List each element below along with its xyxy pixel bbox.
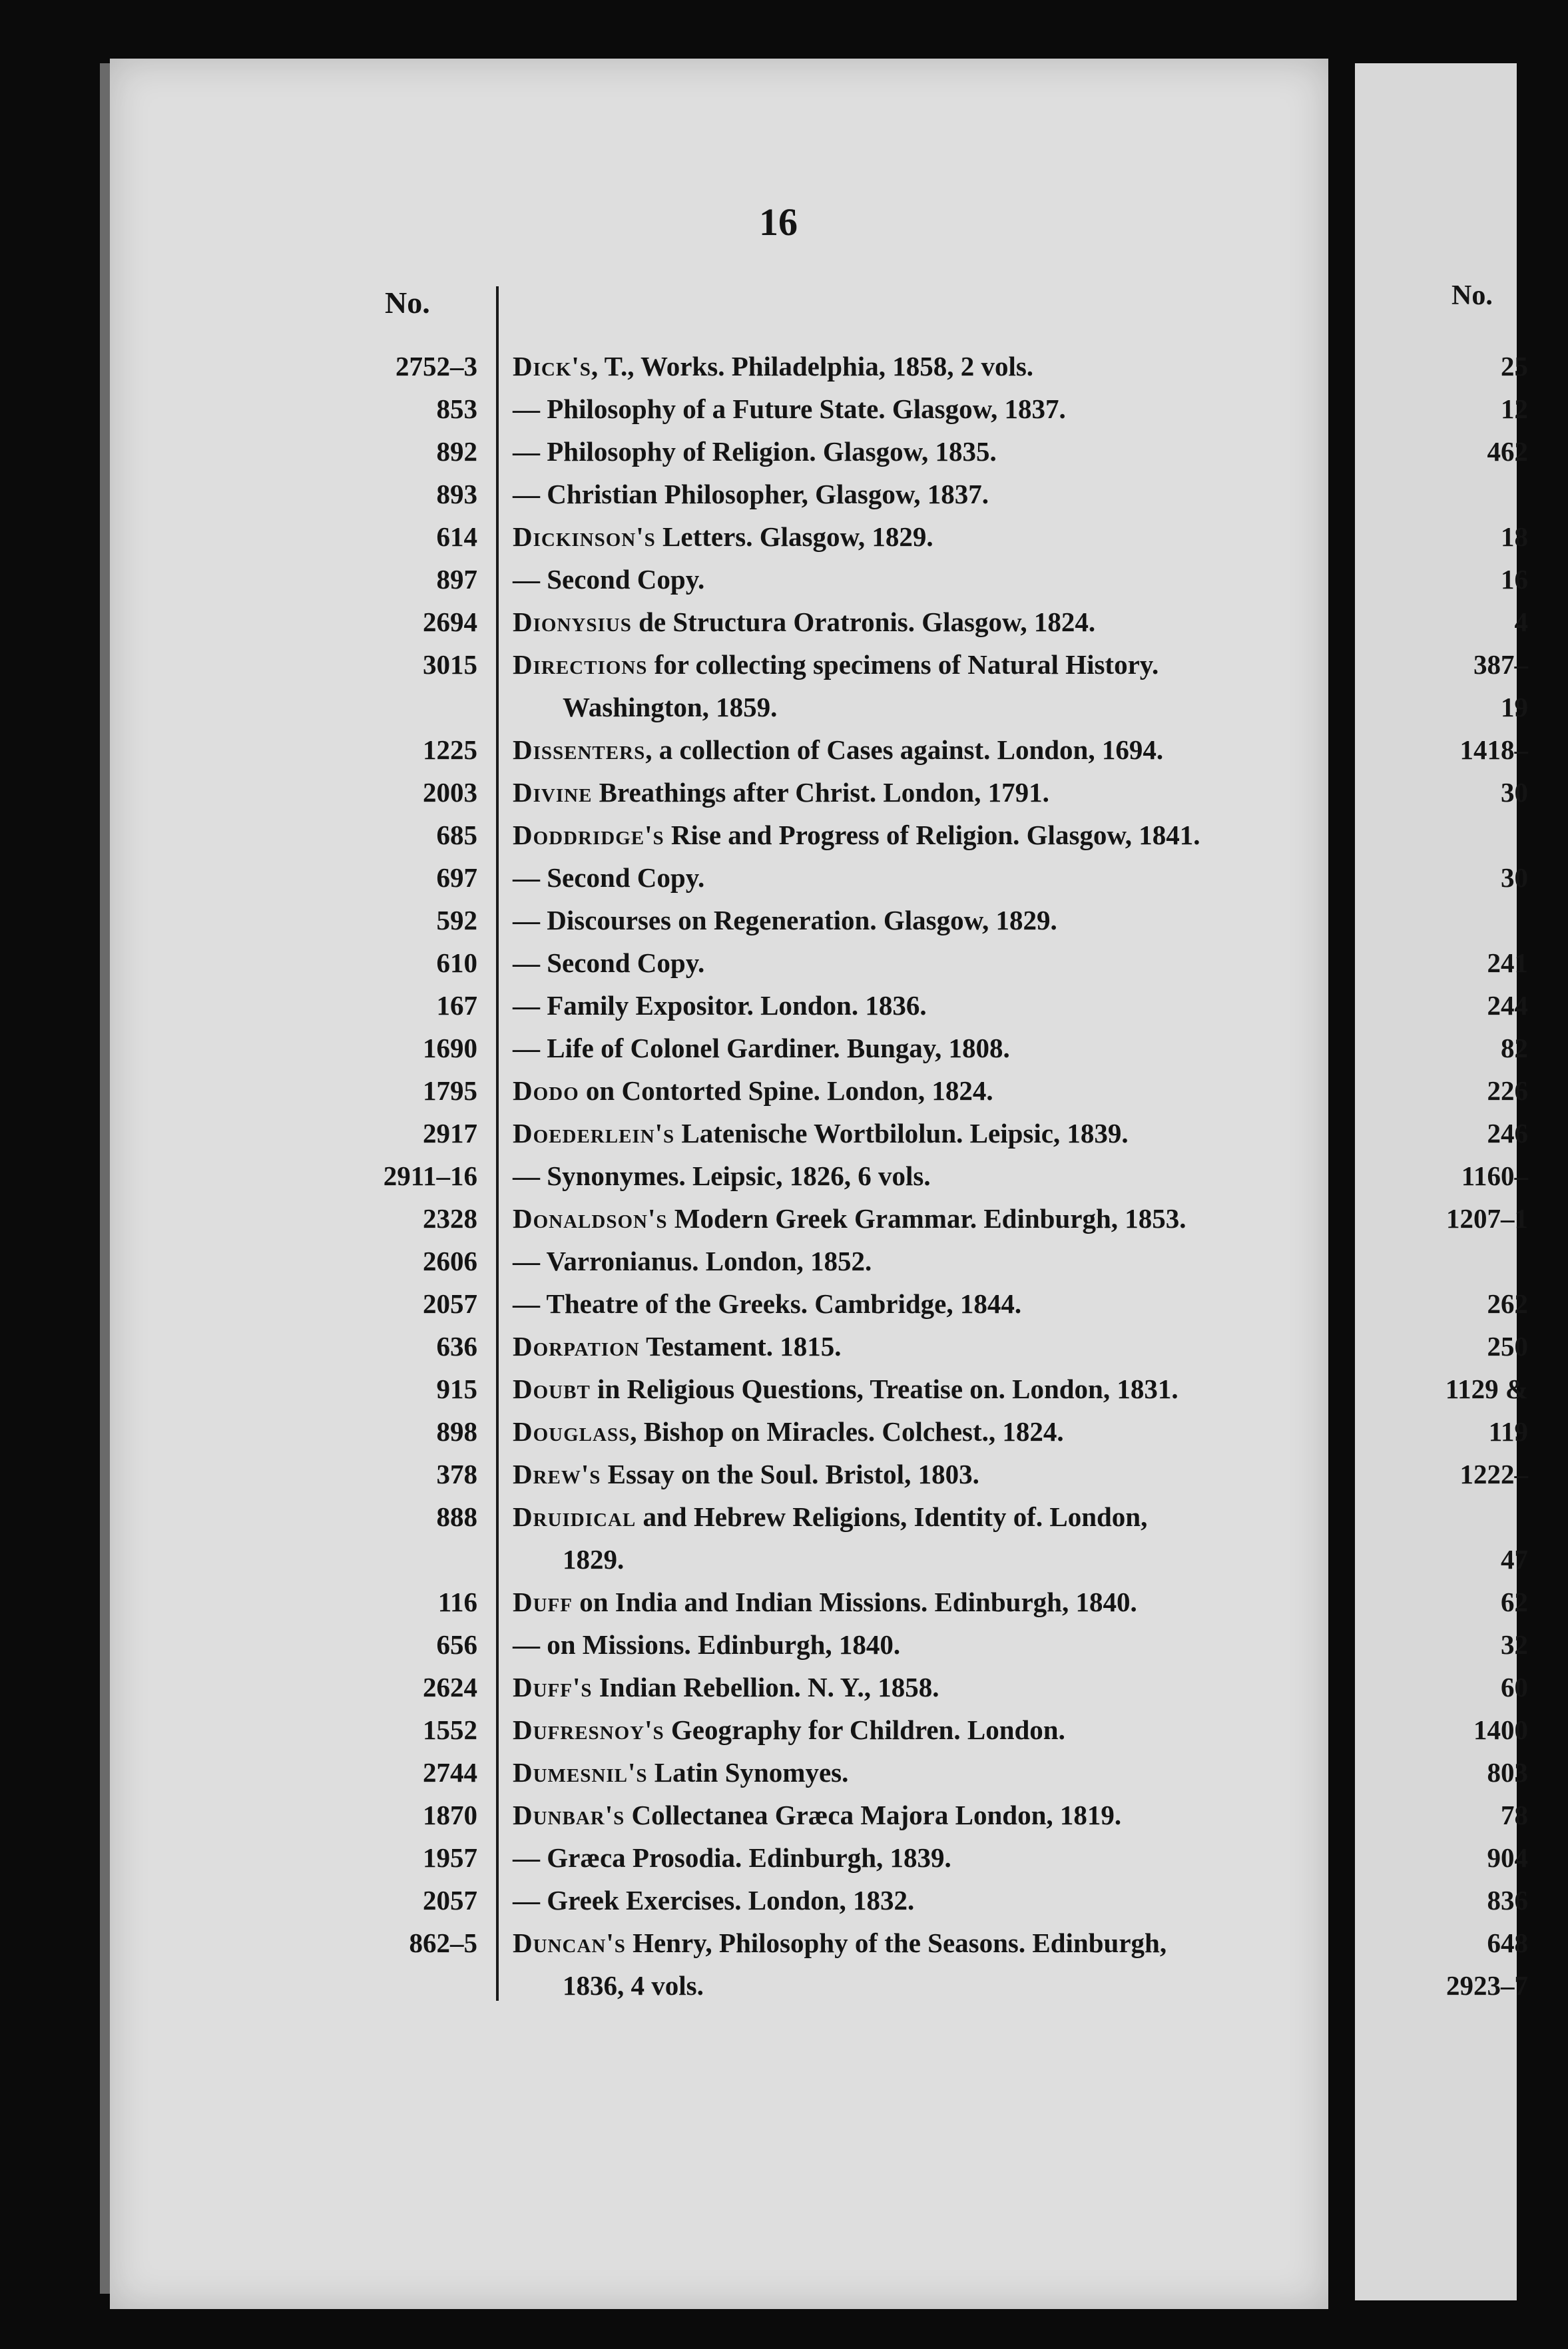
catalog-entry [0,1197,1332,1240]
entry-text: — Synonymes. Leipsic, 1826, 6 vols. [513,1161,931,1191]
catalog-entry [0,643,1332,728]
entry-title [513,1155,931,1197]
entry-number: 2694 [423,607,477,637]
catalog-entry [0,1794,1332,1836]
facing-page-number: 244 [1487,990,1528,1021]
entry-number: 2744 [423,1757,477,1788]
entry-number: 1870 [423,1800,477,1830]
catalog-entry [0,1410,1332,1453]
facing-page-number: 32 [1501,1629,1528,1660]
catalog-entry [0,856,1332,899]
entry-number: 893 [436,479,477,509]
catalog-entry [0,430,1332,473]
entry-text: Henry, Philosophy of the Seasons. Edinburgh, [625,1928,1167,1958]
facing-page-number: 78 [1501,1800,1528,1830]
catalog-entry [0,941,1332,984]
entry-author: Dionysius [513,607,632,637]
entry-text: — Second Copy. [513,564,705,595]
catalog-entry [0,1282,1332,1325]
facing-page-number: 836 [1487,1885,1528,1916]
entry-text: in Religious Questions, Treatise on. London, 1831. [590,1374,1178,1404]
entry-number: 2057 [423,1885,477,1916]
catalog-entry [0,771,1332,814]
catalog-entry [0,1751,1332,1794]
entry-author: Dick's [513,351,591,382]
facing-page-number: 226 [1487,1075,1528,1106]
entry-title [513,941,704,984]
facing-page-number [1368,1495,1568,1538]
entry-title [513,388,1066,430]
entry-number: 378 [436,1459,477,1489]
entry-title [513,1836,951,1879]
catalog-entry [0,601,1332,643]
facing-page-number: 1222– [1459,1459,1528,1489]
facing-page-number: 30 [1501,862,1528,893]
facing-page-number: 82 [1501,1033,1528,1063]
entry-text: Letters. Glasgow, 1829. [655,521,933,552]
catalog-entry [0,1069,1332,1112]
facing-page-number: 16 [1501,564,1528,595]
entry-author: Drew's [513,1459,601,1489]
facing-page-number: 25 [1501,351,1528,382]
catalog-entry [0,1112,1332,1155]
entry-author: Dissenters [513,734,646,765]
entry-text: , Bishop on Miracles. Colchest., 1824. [630,1416,1064,1447]
entry-title [513,1197,1186,1240]
entry-number: 167 [436,990,477,1021]
entry-text: and Hebrew Religions, Identity of. London, [636,1501,1148,1532]
entry-number: 2328 [423,1203,477,1234]
facing-page-number: 462 [1487,436,1528,467]
entry-number: 116 [437,1587,477,1617]
entry-number: 915 [436,1374,477,1404]
catalog-entry [0,473,1332,515]
facing-page-number: 648 [1487,1928,1528,1958]
entry-number: 1957 [423,1842,477,1873]
entry-title [513,1069,993,1112]
entry-text: Testament. 1815. [639,1331,842,1362]
catalog-entry [0,1879,1332,1922]
entry-title [513,1879,914,1922]
catalog-entry [0,1240,1332,1282]
entry-title [513,1282,1021,1325]
facing-page-header: No. [1451,280,1493,311]
entry-number: 636 [436,1331,477,1362]
facing-page-number: 19 [1501,692,1528,722]
entry-text: Essay on the Soul. Bristol, 1803. [601,1459,979,1489]
catalog-entry [0,814,1332,856]
facing-page-number: 30 [1501,777,1528,808]
entry-number: 1795 [423,1075,477,1106]
facing-page-number: 387– [1473,649,1528,680]
facing-page-fragment [1355,63,1528,2300]
entry-title [513,643,1159,686]
catalog-entry [0,1453,1332,1495]
entry-title [513,558,704,601]
facing-page-number: 262 [1487,1288,1528,1319]
entry-author: Dufresnoy's [513,1714,664,1745]
entry-author: Divine [513,777,593,808]
entry-author: Dorpation [513,1331,640,1362]
entry-text: , T., Works. Philadelphia, 1858, 2 vols. [591,351,1034,382]
entry-number: 888 [436,1501,477,1532]
facing-page-number: 904 [1487,1842,1528,1873]
entry-number: 610 [436,947,477,978]
catalog-entry [0,1922,1332,2007]
entry-text: Rise and Progress of Religion. Glasgow, 1841. [664,820,1200,850]
entry-title [513,1325,842,1368]
entry-title [513,856,704,899]
facing-page-number: 4 [1514,607,1528,637]
entry-title [513,1495,1147,1538]
entry-author: Duff [513,1587,573,1617]
entry-title [513,1708,1065,1751]
facing-page-number: 1418– [1459,734,1528,765]
catalog-entry [0,515,1332,558]
entry-text: — Life of Colonel Gardiner. Bungay, 1808. [513,1033,1010,1063]
catalog-entry [0,984,1332,1027]
entry-title [513,1240,872,1282]
entry-author: Doddridge's [513,820,664,850]
entry-number: 2752–3 [395,351,477,382]
entry-text: de Structura Oratronis. Glasgow, 1824. [631,607,1096,637]
entry-text: , a collection of Cases against. London, 1694. [645,734,1164,765]
entry-continuation: 1836, 4 vols. [563,1970,704,2001]
entry-author: Druidical [513,1501,637,1532]
entry-number: 2917 [423,1118,477,1149]
entry-title [513,1581,1137,1623]
entry-title [513,1666,939,1708]
catalog-entry [0,1325,1332,1368]
entry-author: Dunbar's [513,1800,625,1830]
facing-page-number: 1129 & [1445,1374,1528,1404]
catalog-entry [0,1708,1332,1751]
entry-number: 2624 [423,1672,477,1702]
facing-page-number: 246 [1487,1118,1528,1149]
facing-page-number-list [1368,345,1568,2007]
entry-title [513,1751,848,1794]
catalog-entry [0,1623,1332,1666]
entry-text: on Contorted Spine. London, 1824. [579,1075,993,1106]
catalog-entry [0,388,1332,430]
entry-number: 897 [436,564,477,595]
entry-title [513,601,1095,643]
catalog-entry [0,899,1332,941]
entry-number: 853 [436,393,477,424]
entry-title [513,1922,1167,1964]
entry-number: 862–5 [409,1928,477,1958]
entry-text: — Family Expositor. London. 1836. [513,990,927,1021]
entry-number: 2003 [423,777,477,808]
entry-title [513,1623,900,1666]
catalog-entry [0,1581,1332,1623]
catalog-entry [0,1836,1332,1879]
entry-title [513,1794,1121,1836]
entry-title [513,515,933,558]
entry-text: Breathings after Christ. London, 1791. [592,777,1049,808]
entry-author: Duff's [513,1672,593,1702]
entry-number: 614 [436,521,477,552]
entry-number: 3015 [423,649,477,680]
entry-text: — Græca Prosodia. Edinburgh, 1839. [513,1842,951,1873]
entry-author: Dumesnil's [513,1757,648,1788]
facing-page-number: 60 [1501,1672,1528,1702]
entry-author: Douglass [513,1416,631,1447]
facing-page-number: 18 [1501,521,1528,552]
entry-title [513,1453,979,1495]
entry-title [513,984,927,1027]
entry-number: 2606 [423,1246,477,1276]
facing-page-number: 1400 [1473,1714,1528,1745]
entry-author: Doederlein's [513,1118,675,1149]
entry-text: Latin Synomyes. [647,1757,849,1788]
facing-page-number [1368,1240,1568,1282]
facing-page-number: 803 [1487,1757,1528,1788]
entry-author: Dodo [513,1075,579,1106]
catalog-entry [0,1368,1332,1410]
facing-page-number: 47 [1501,1544,1528,1575]
entry-author: Donaldson's [513,1203,668,1234]
entry-text: — Philosophy of Religion. Glasgow, 1835. [513,436,997,467]
facing-page-number [1368,473,1568,515]
entry-text: — Varronianus. London, 1852. [513,1246,872,1276]
entry-text: — Christian Philosopher, Glasgow, 1837. [513,479,989,509]
facing-page-number: 1160– [1461,1161,1528,1191]
entry-title [513,1027,1010,1069]
page-number: 16 [759,200,798,244]
catalog-entry [0,1666,1332,1708]
entry-title [513,430,997,473]
entry-text: — Philosophy of a Future State. Glasgow, 1837. [513,393,1066,424]
entry-number: 2911–16 [383,1161,477,1191]
entry-number: 1552 [423,1714,477,1745]
entry-continuation: Washington, 1859. [563,692,778,722]
entry-continuation: 1829. [563,1544,625,1575]
facing-page-number: 241 [1487,947,1528,978]
entry-number: 685 [436,820,477,850]
entry-title [513,1410,1064,1453]
entry-text: — Second Copy. [513,947,705,978]
entry-author: Dickinson's [513,521,656,552]
entry-title [513,814,1200,856]
entry-text: Collectanea Græca Majora London, 1819. [625,1800,1122,1830]
entry-number: 656 [436,1629,477,1660]
facing-page-number [1368,814,1568,856]
entry-number: 1225 [423,734,477,765]
facing-page-number: 62 [1501,1587,1528,1617]
catalog-entry [0,728,1332,771]
entry-text: for collecting specimens of Natural History. [647,649,1159,680]
entry-number: 898 [436,1416,477,1447]
entry-title [513,1368,1178,1410]
entry-number: 1690 [423,1033,477,1063]
catalog-entry [0,1155,1332,1197]
entry-number: 697 [436,862,477,893]
catalog-entry-list [0,345,1332,2007]
entry-title [513,345,1033,388]
entry-text: on India and Indian Missions. Edinburgh, 1840. [572,1587,1137,1617]
entry-author: Duncan's [513,1928,626,1958]
facing-page-number: 250 [1487,1331,1528,1362]
catalog-entry [0,1495,1332,1581]
entry-number: 2057 [423,1288,477,1319]
column-header-number: No. [385,286,430,320]
entry-author: Directions [513,649,648,680]
catalog-entry [0,345,1332,388]
entry-text: Indian Rebellion. N. Y., 1858. [592,1672,939,1702]
facing-page-number: 1207–1 [1446,1203,1528,1234]
entry-author: Doubt [513,1374,591,1404]
facing-page-number: 12 [1501,393,1528,424]
facing-page-number: 2923–7 [1446,1970,1528,2001]
catalog-entry [0,1027,1332,1069]
facing-page-number [1368,899,1568,941]
entry-text: Modern Greek Grammar. Edinburgh, 1853. [667,1203,1186,1234]
facing-page-number: 119 [1488,1416,1528,1447]
entry-title [513,728,1163,771]
entry-title [513,473,989,515]
entry-title [513,771,1049,814]
entry-text: — on Missions. Edinburgh, 1840. [513,1629,901,1660]
entry-title [513,1112,1129,1155]
catalog-entry [0,558,1332,601]
entry-number: 592 [436,905,477,935]
entry-text: — Greek Exercises. London, 1832. [513,1885,915,1916]
entry-number: 892 [436,436,477,467]
entry-text: — Discourses on Regeneration. Glasgow, 1829. [513,905,1057,935]
entry-text: — Second Copy. [513,862,705,893]
entry-text: Latenische Wortbilolun. Leipsic, 1839. [674,1118,1129,1149]
entry-text: — Theatre of the Greeks. Cambridge, 1844. [513,1288,1022,1319]
entry-text: Geography for Children. London. [664,1714,1065,1745]
entry-title [513,899,1057,941]
